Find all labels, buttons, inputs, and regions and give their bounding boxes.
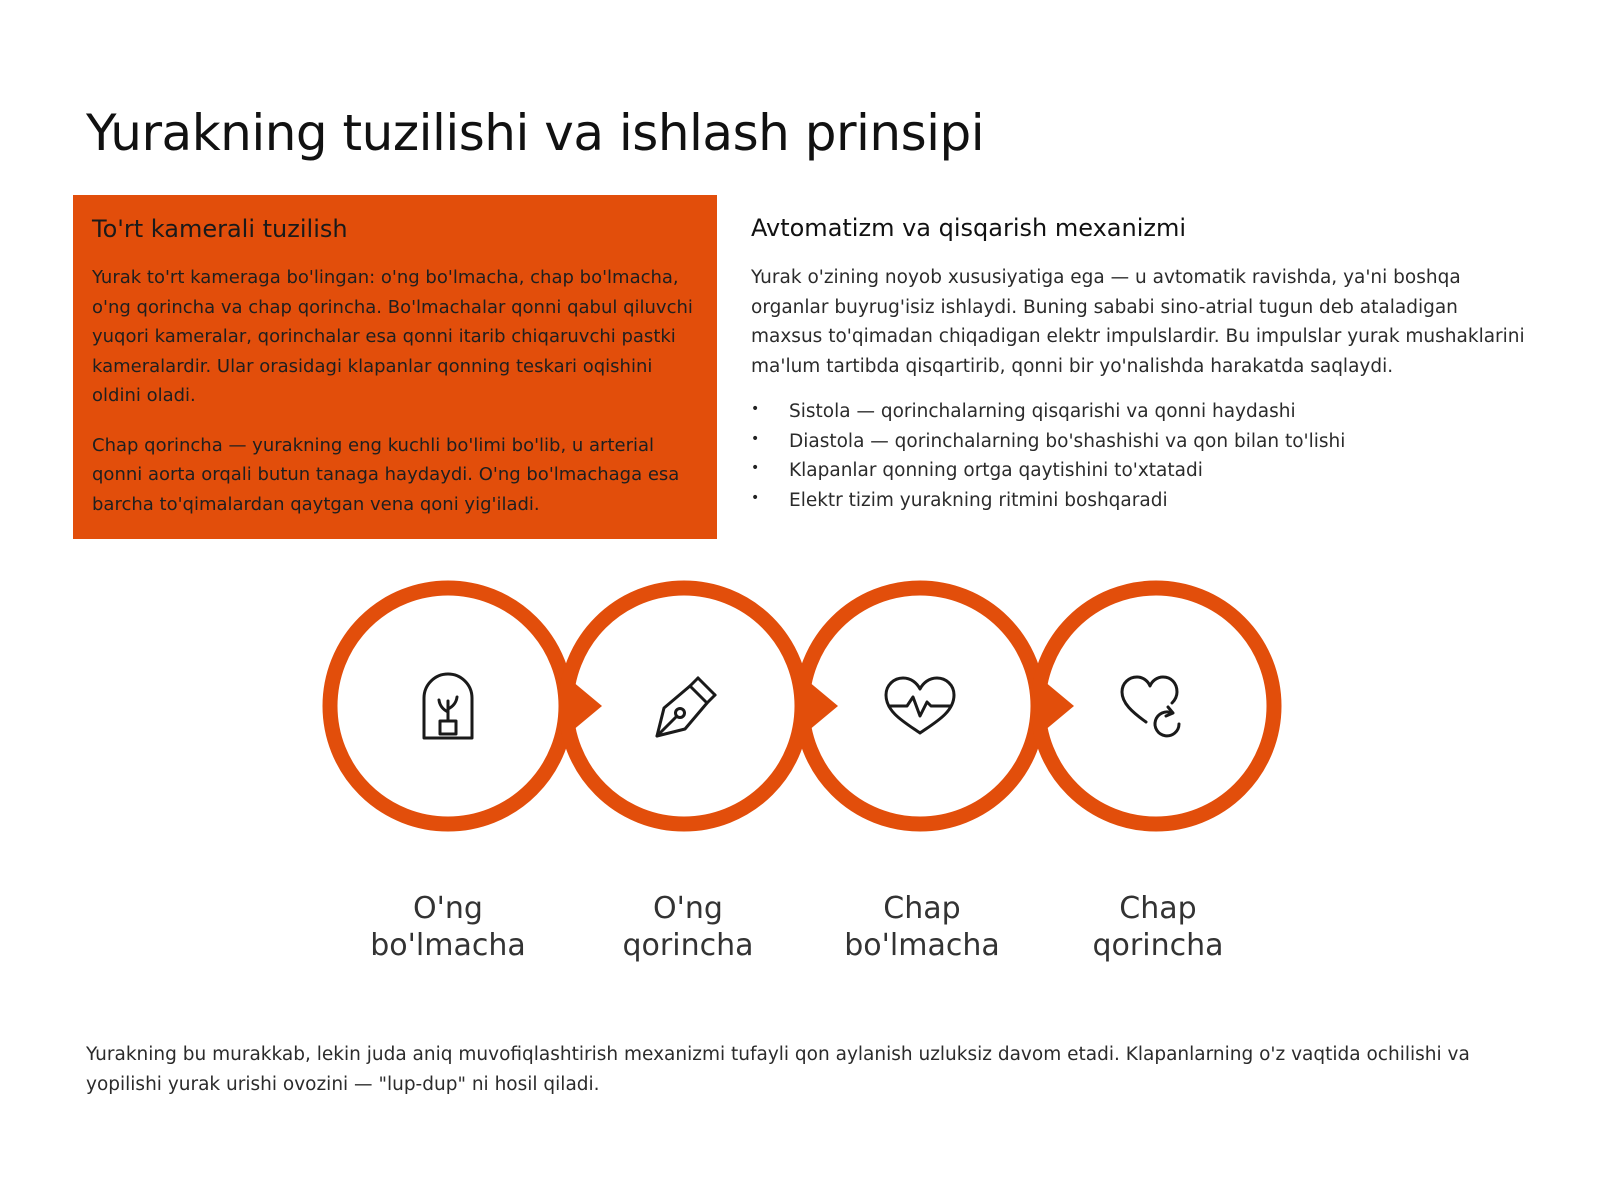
stage-label-right-atrium bbox=[338, 890, 558, 964]
card-paragraph: Chap qorincha — yurakning eng kuchli bo'limi bo'lib, u arterial qonni aorta orqali butun tanaga haydaydi. O'ng bo'lmachaga esa barcha to'qimalardan qaytgan vena qoni yig'iladi. bbox=[92, 434, 680, 515]
stage-ring bbox=[330, 588, 566, 824]
stage-label-left-ventricle bbox=[1048, 890, 1268, 964]
automatism-section bbox=[751, 214, 1531, 515]
heart-refresh-icon bbox=[1122, 677, 1179, 736]
stage-label-line: Chap bbox=[883, 891, 961, 926]
flow-arrow bbox=[1038, 676, 1074, 736]
stage-label-line: bo'lmacha bbox=[370, 928, 526, 963]
list-item-text: Diastola — qorinchalarning bo'shashishi va qon bilan to'lishi bbox=[789, 430, 1346, 452]
section-heading: Avtomatizm va qisqarish mexanizmi bbox=[751, 214, 1186, 242]
stage-label-right-ventricle bbox=[578, 890, 798, 964]
card-paragraph: Yurak to'rt kameraga bo'lingan: o'ng bo'lmacha, chap bo'lmacha, o'ng qorincha va chap qorincha. Bo'lmachalar qonni qabul qiluvchi yuqori kameralar, qorinchalar esa qonni itarib chiqaruvchi pastki kameralardir. Ular orasidagi klapanlar qonning teskari oqishini oldini oladi. bbox=[92, 267, 693, 406]
stage-label-line: qorincha bbox=[622, 928, 754, 963]
stage-label-left-atrium bbox=[812, 890, 1032, 964]
heart-pulse-icon bbox=[886, 678, 954, 733]
bullet-list bbox=[751, 397, 1531, 515]
stage-ring bbox=[566, 588, 802, 824]
flow-arrow bbox=[566, 676, 602, 736]
pen-nib-icon bbox=[657, 678, 715, 736]
list-item-text: Klapanlar qonning ortga qaytishini to'xtatadi bbox=[789, 460, 1203, 481]
bullet-dot: • bbox=[751, 430, 760, 447]
stage-label-line: Chap bbox=[1119, 891, 1197, 926]
page-title: Yurakning tuzilishi va ishlash prinsipi bbox=[86, 104, 985, 162]
section-paragraph: Yurak o'zining noyob xususiyatiga ega — u avtomatik ravishda, ya'ni boshqa organlar buyrug'isiz ishlaydi. Buning sababi sino-atrial tugun deb ataladigan maxsus to'qimadan chiqadigan elektr impulslardir. Bu impulslar yurak mushaklarini ma'lum tartibda qisqartirib, qonni bir yo'nalishda harakatda saqlaydi. bbox=[751, 267, 1525, 377]
list-item bbox=[751, 427, 1531, 457]
four-chamber-card bbox=[73, 195, 717, 539]
list-item bbox=[751, 456, 1531, 486]
stage-label-line: O'ng bbox=[653, 891, 723, 926]
flow-arrow bbox=[802, 676, 838, 736]
arch-plant-icon bbox=[424, 674, 472, 738]
bullet-dot: • bbox=[751, 401, 760, 417]
bullet-dot: • bbox=[751, 460, 760, 476]
list-item-text: Sistola — qorinchalarning qisqarishi va qonni haydashi bbox=[789, 401, 1296, 422]
stage-label-line: bo'lmacha bbox=[844, 928, 1000, 963]
card-heading: To'rt kamerali tuzilish bbox=[92, 215, 348, 243]
stage-ring bbox=[802, 588, 1038, 824]
list-item bbox=[751, 397, 1531, 427]
list-item-text: Elektr tizim yurakning ritmini boshqaradi bbox=[789, 489, 1168, 511]
footer-paragraph: Yurakning bu murakkab, lekin juda aniq muvofiqlashtirish mexanizmi tufayli qon aylanish uzluksiz davom etadi. Klapanlarning o'z vaqtida ochilishi va yopilishi yurak urishi ovozini — "lup-dup" ni hosil qiladi. bbox=[86, 1044, 1470, 1095]
bullet-dot: • bbox=[751, 489, 760, 506]
stage-label-line: qorincha bbox=[1092, 928, 1224, 963]
list-item bbox=[751, 486, 1531, 516]
stage-label-line: O'ng bbox=[413, 891, 483, 926]
stage-ring bbox=[1038, 588, 1274, 824]
